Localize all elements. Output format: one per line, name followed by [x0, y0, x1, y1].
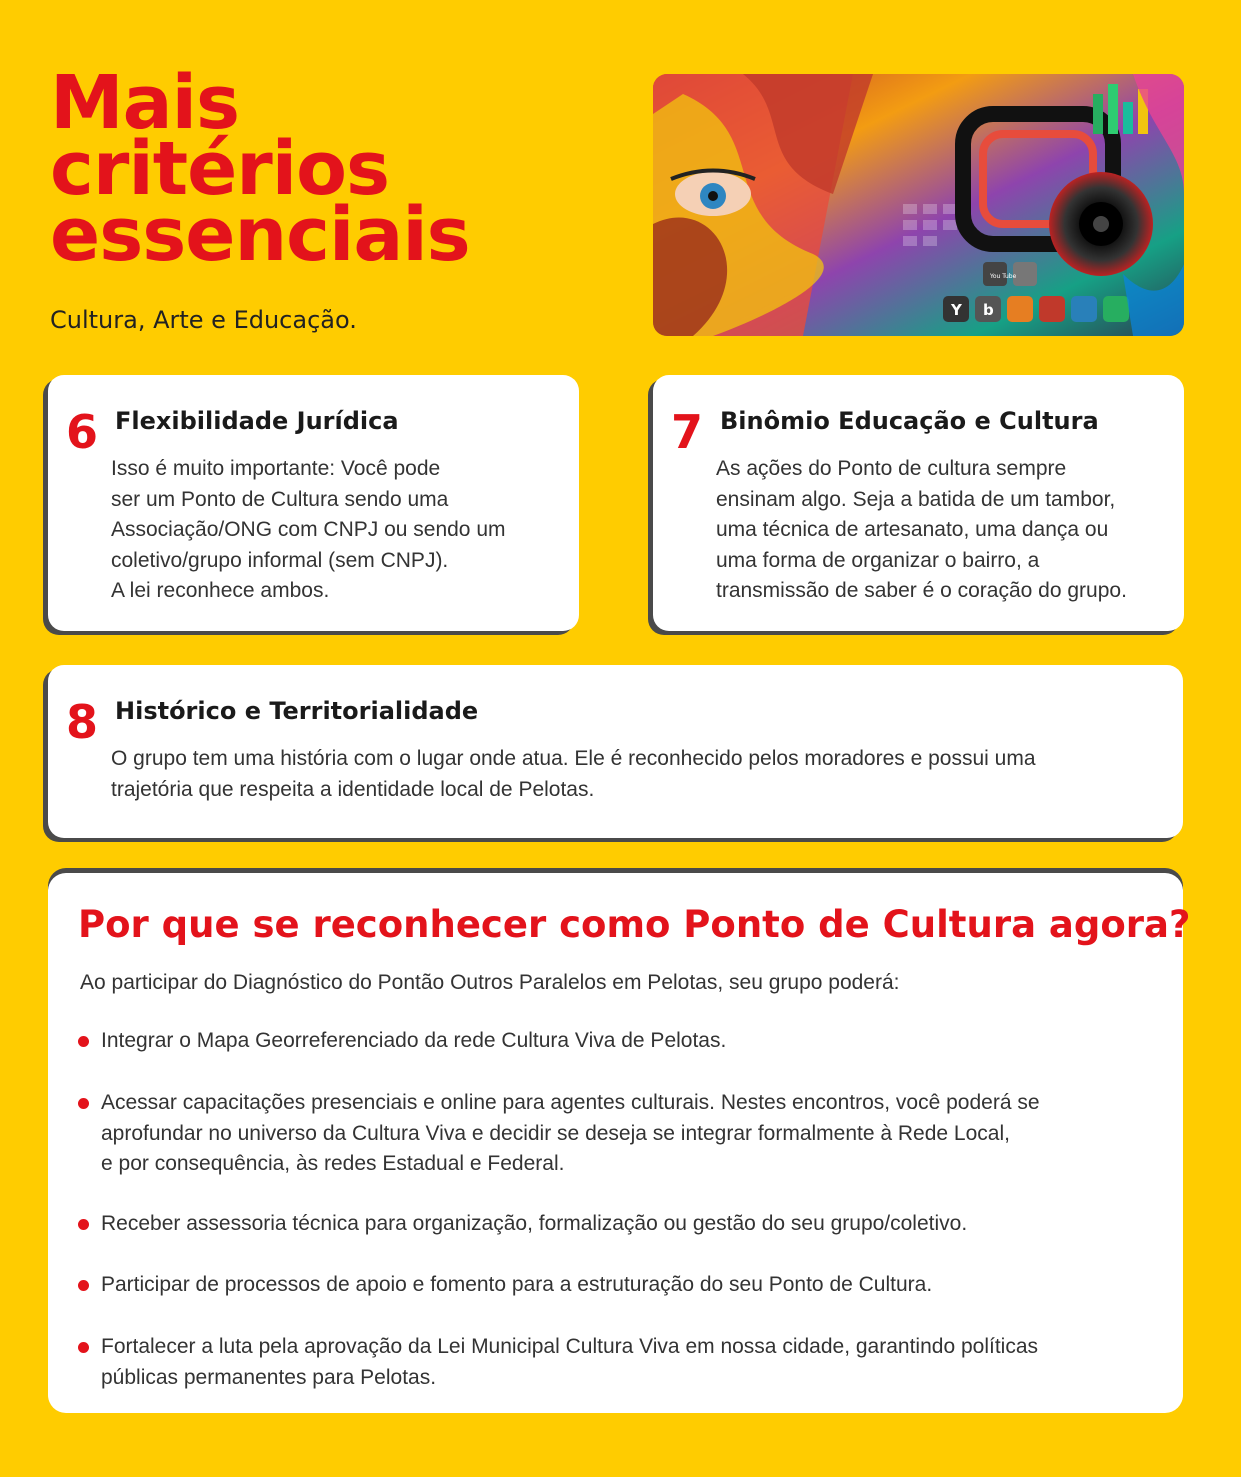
- criterion-number: 6: [66, 405, 99, 459]
- criterion-line: coletivo/grupo informal (sem CNPJ).: [111, 548, 449, 572]
- title-line-3: essenciais: [50, 192, 470, 278]
- bullet-dot-icon: [78, 1219, 89, 1230]
- criterion-text: [111, 744, 1171, 805]
- criterion-line: ser um Ponto de Cultura sendo uma: [111, 487, 449, 511]
- bullet-dot-icon: [78, 1036, 89, 1047]
- criterion-title: Histórico e Territorialidade: [115, 697, 479, 725]
- benefit-text: Receber assessoria técnica para organização, formalização ou gestão do seu grupo/coletivo.: [101, 1212, 968, 1235]
- criterion-text: [716, 454, 1180, 607]
- criterion-card-8: [48, 665, 1183, 838]
- criterion-line: transmissão de saber é o coração do grupo.: [716, 579, 1127, 602]
- criterion-card-6: [48, 375, 579, 631]
- criterion-line: Isso é muito importante: Você pode: [111, 457, 441, 480]
- why-section-title: Por que se reconhecer como Ponto de Cultura agora?: [78, 903, 1191, 946]
- why-section: [48, 873, 1191, 1413]
- criterion-line: Associação/ONG com CNPJ ou sendo um: [111, 518, 506, 541]
- why-section-intro: Ao participar do Diagnóstico do Pontão Outros Paralelos em Pelotas, seu grupo poderá:: [80, 971, 900, 994]
- criterion-line: uma técnica de artesanato, uma dança ou: [716, 518, 1109, 541]
- page-subtitle: Cultura, Arte e Educação.: [50, 306, 357, 334]
- title-line-2: critérios: [50, 126, 390, 212]
- benefit-text: públicas permanentes para Pelotas.: [101, 1365, 437, 1389]
- benefit-text: Participar de processos de apoio e fomento para a estruturação do seu Ponto de Cultura.: [101, 1273, 933, 1296]
- benefit-text: Integrar o Mapa Georreferenciado da rede Cultura Viva de Pelotas.: [101, 1029, 727, 1052]
- criterion-title: Binômio Educação e Cultura: [720, 407, 1099, 435]
- benefit-text: e por consequência, às redes Estadual e Federal.: [101, 1152, 565, 1175]
- hero-youtube-label: You Tube: [990, 273, 1017, 280]
- criterion-line: As ações do Ponto de cultura sempre: [716, 457, 1067, 480]
- criterion-text: [111, 454, 571, 607]
- benefit-text: Acessar capacitações presenciais e online para agentes culturais. Nestes encontros, você poderá se: [101, 1091, 1040, 1114]
- bullet-dot-icon: [78, 1098, 89, 1109]
- criterion-number: 7: [671, 405, 704, 459]
- criterion-number: 8: [66, 695, 99, 749]
- benefit-text: aprofundar no universo da Cultura Viva e decidir se deseja se integrar formalmente à Rede Local,: [101, 1121, 1010, 1145]
- criterion-line: ensinam algo. Seja a batida de um tambor,: [716, 487, 1116, 511]
- criterion-card-7: [653, 375, 1184, 631]
- criterion-line: A lei reconhece ambos.: [111, 579, 330, 602]
- criterion-line: uma forma de organizar o bairro, a: [716, 548, 1040, 572]
- benefit-text: Fortalecer a luta pela aprovação da Lei Municipal Cultura Viva em nossa cidade, garantindo políticas: [101, 1335, 1038, 1358]
- criterion-line: trajetória que respeita a identidade local de Pelotas.: [111, 777, 595, 801]
- title-line-1: Mais: [50, 60, 239, 146]
- criterion-title: Flexibilidade Jurídica: [115, 407, 399, 435]
- hero-collage-image: [653, 74, 1184, 336]
- bullet-dot-icon: [78, 1280, 89, 1291]
- page-title: [50, 60, 470, 278]
- hero-y-icon-label: Y: [951, 301, 962, 319]
- bullet-dot-icon: [78, 1342, 89, 1353]
- criterion-line: O grupo tem uma história com o lugar onde atua. Ele é reconhecido pelos moradores e possui uma: [111, 747, 1036, 770]
- hero-b-icon-label: b: [983, 301, 994, 319]
